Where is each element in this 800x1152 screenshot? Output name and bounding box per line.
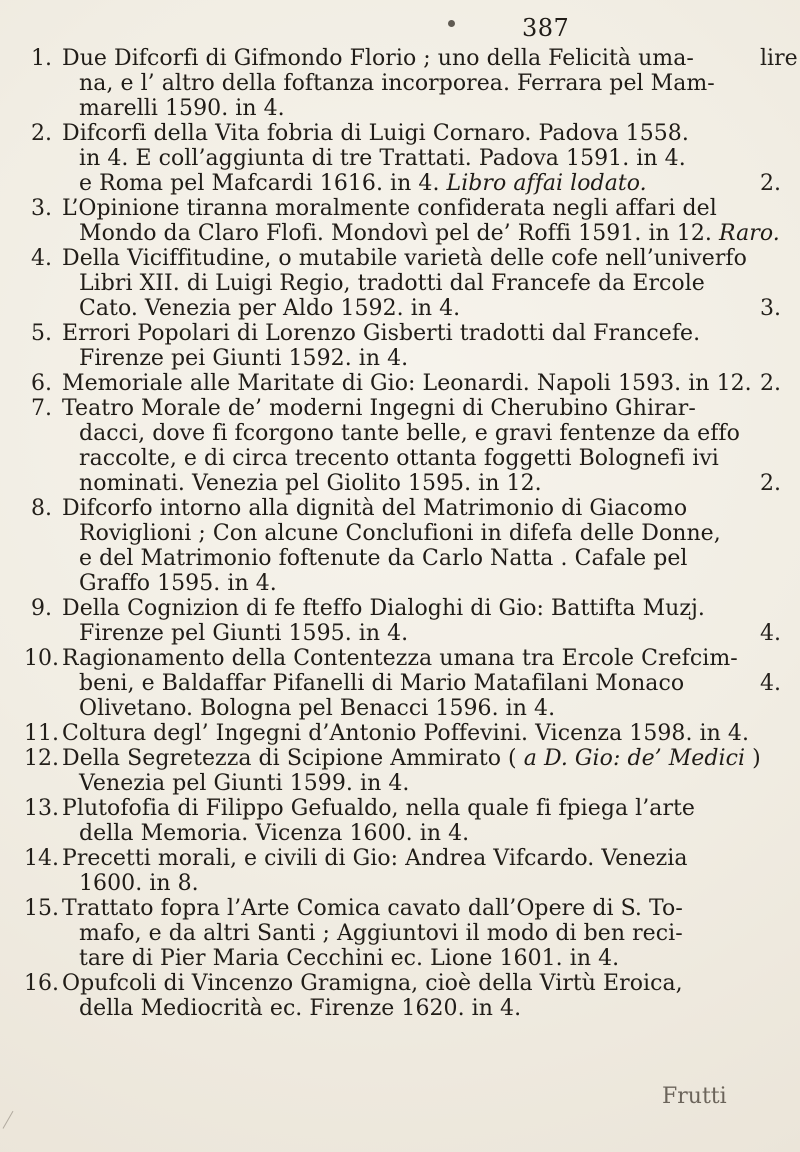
entry-text: [62, 746, 761, 796]
entry-text: [62, 596, 742, 646]
entry-number: 8.: [31, 496, 52, 521]
margin-note: lire: [760, 46, 798, 71]
margin-note: 3.: [760, 296, 781, 321]
entry-line: Della Cognizion di fe fteffo Dialoghi di Gio: Battifta Muzj.: [62, 596, 705, 621]
entry-text: [62, 721, 749, 746]
entry-text: [62, 646, 742, 721]
margin-note: 2.: [760, 371, 781, 396]
entry-line: beni, e Baldaffar Pifanelli di Mario Matafilani Monaco: [79, 671, 685, 696]
entry-text: [62, 246, 747, 321]
entry-number: 5.: [31, 321, 52, 346]
italic-dedication: a D. Gio: de’ Medici: [523, 746, 746, 771]
entry-line: Venezia pel Giunti 1599. in 4.: [79, 771, 410, 796]
entry-line: 1600. in 8.: [79, 871, 199, 896]
entry-line: Mondo da Claro Flofi. Mondovì pel de’ Roffi 1591. in 12. Raro.: [79, 221, 780, 246]
entry-number: 4.: [31, 246, 52, 271]
entry-line: Difcorfi della Vita fobria di Luigi Cornaro. Padova 1558.: [62, 121, 689, 146]
entry-line: L’Opinione tiranna moralmente confiderata negli affari del: [62, 196, 717, 221]
entry-line: e Roma pel Mafcardi 1616. in 4. Libro affai lodato.: [79, 171, 647, 196]
entry-number: 7.: [31, 396, 52, 421]
entry-line: Opufcoli di Vincenzo Gramigna, cioè della Virtù Eroica,: [62, 971, 683, 996]
entry-number: 6.: [31, 371, 52, 396]
entry-line: Coltura degl’ Ingegni d’Antonio Poffevini. Vicenza 1598. in 4.: [62, 721, 749, 746]
entry-line: Roviglioni ; Con alcune Conclufioni in difefa delle Donne,: [79, 521, 721, 546]
entry-line: Libri XII. di Luigi Regio, tradotti dal Francefe da Ercole: [79, 271, 705, 296]
margin-note: 4.: [760, 621, 781, 646]
entry-line: Precetti morali, e civili di Gio: Andrea Vifcardo. Venezia: [62, 846, 688, 871]
entry-number: 3.: [31, 196, 52, 221]
entry-line: Errori Popolari di Lorenzo Gisberti tradotti dal Francefe.: [62, 321, 701, 346]
entry-line: tare di Pier Maria Cecchini ec. Lione 1601. in 4.: [79, 946, 620, 971]
page-number: 387: [522, 14, 570, 42]
entry-line: Della Segretezza di Scipione Ammirato ( a D. Gio: de’ Medici ): [62, 746, 761, 771]
entry-number: 9.: [31, 596, 52, 621]
entry-text: [62, 321, 742, 371]
italic-note: Libro affai lodato.: [446, 171, 647, 196]
entry-number: 12.: [24, 746, 59, 771]
entry-number: 14.: [24, 846, 59, 871]
entry-line: Difcorfo intorno alla dignità del Matrimonio di Giacomo: [62, 496, 688, 521]
entry-text: [62, 121, 742, 196]
entry-text: [62, 396, 742, 496]
italic-note: Raro.: [718, 221, 780, 246]
entry-line: na, e l’ altro della foftanza incorporea. Ferrara pel Mam-: [79, 71, 715, 96]
entry-line: Trattato fopra l’Arte Comica cavato dall’Opere di S. To-: [62, 896, 683, 921]
entry-line: della Mediocrità ec. Firenze 1620. in 4.: [79, 996, 522, 1021]
entry-line: e del Matrimonio foftenute da Carlo Natta . Cafale pel: [79, 546, 688, 571]
entry-number: 15.: [24, 896, 59, 921]
entry-line: Olivetano. Bologna pel Benacci 1596. in 4.: [79, 696, 556, 721]
catchword: Frutti: [662, 1084, 727, 1109]
entry-line: Teatro Morale de’ moderni Ingegni di Cherubino Ghirar-: [62, 396, 696, 421]
entry-line: marelli 1590. in 4.: [79, 96, 285, 121]
entry-line: in 4. E coll’aggiunta di tre Trattati. Padova 1591. in 4.: [79, 146, 686, 171]
entry-number: 13.: [24, 796, 59, 821]
margin-note: 4.: [760, 671, 781, 696]
entry-number: 11.: [24, 721, 59, 746]
entry-line: Firenze pei Giunti 1592. in 4.: [79, 346, 409, 371]
entry-text: [62, 971, 742, 1021]
entry-text: [62, 896, 742, 971]
entry-line: Plutofofia di Filippo Gefualdo, nella quale fi fpiega l’arte: [62, 796, 695, 821]
entry-text: [62, 46, 742, 121]
margin-note: 2.: [760, 171, 781, 196]
entry-line: raccolte, e di circa trecento ottanta foggetti Bolognefi ivi: [79, 446, 719, 471]
entry-number: 10.: [24, 646, 59, 671]
entry-line: Graffo 1595. in 4.: [79, 571, 277, 596]
entry-text: [62, 796, 742, 846]
entry-line: mafo, e da altri Santi ; Aggiuntovi il modo di ben reci-: [79, 921, 683, 946]
entry-line: Della Viciffitudine, o mutabile varietà delle cofe nell’univerfo: [62, 246, 747, 271]
entry-line: Cato. Venezia per Aldo 1592. in 4.: [79, 296, 461, 321]
entry-text: [62, 846, 742, 896]
entry-line: Due Difcorfi di Gifmondo Florio ; uno della Felicità uma-: [62, 46, 694, 71]
margin-note: 2.: [760, 471, 781, 496]
entry-number: 1.: [31, 46, 52, 71]
entry-line: nominati. Venezia pel Giolito 1595. in 12.: [79, 471, 542, 496]
entry-number: 16.: [24, 971, 59, 996]
entry-text: [62, 371, 752, 396]
entry-line: della Memoria. Vicenza 1600. in 4.: [79, 821, 470, 846]
entry-number: 2.: [31, 121, 52, 146]
entry-text: [62, 496, 742, 596]
entry-text: [62, 196, 780, 246]
entry-line: Memoriale alle Maritate di Gio: Leonardi. Napoli 1593. in 12.: [62, 371, 752, 396]
entry-line: Ragionamento della Contentezza umana tra Ercole Crefcim-: [62, 646, 738, 671]
entry-line: dacci, dove fi fcorgono tante belle, e gravi fentenze da effo: [79, 421, 740, 446]
entry-line: Firenze pel Giunti 1595. in 4.: [79, 621, 409, 646]
